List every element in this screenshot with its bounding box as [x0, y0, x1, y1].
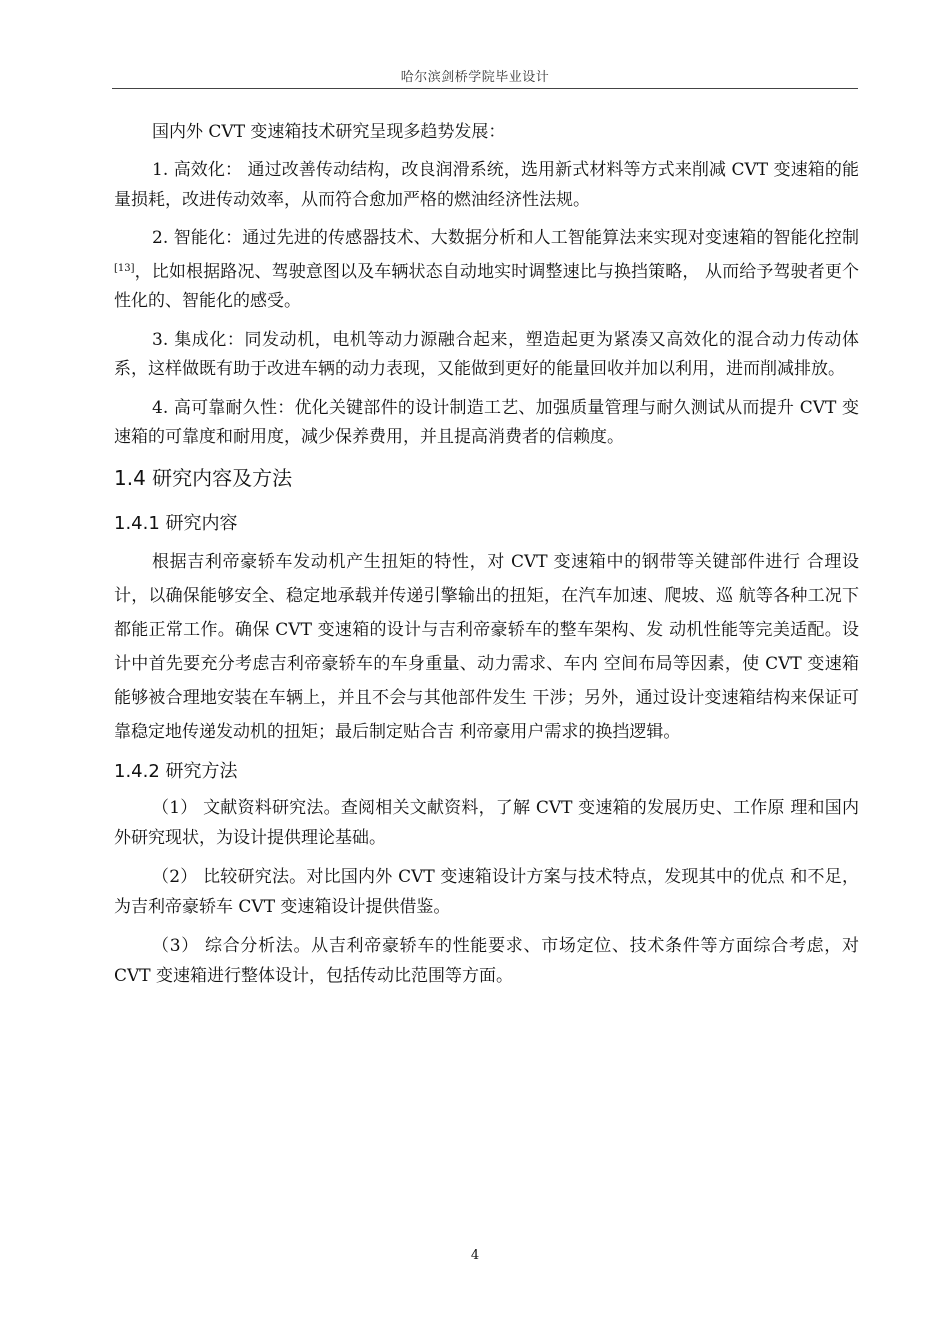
intro-paragraph: 国内外 CVT 变速箱技术研究呈现多趋势发展： [152, 122, 506, 142]
header-divider [112, 88, 858, 89]
section-heading-1-4: 1.4 研究内容及方法 [114, 465, 293, 490]
trend-item-integration: 3. 集成化：同发动机，电机等动力源融合起来，塑造起更为紧凑又高效化的混合动力传动体系，这样做既有助于改进车辆的动力表现，又能做到更好的能量回收并加以利用，进而削减排放。 [114, 329, 859, 379]
page-number: 4 [470, 1248, 480, 1263]
trend-item-reliability: 4. 高可靠耐久性：优化关键部件的设计制造工艺、加强质量管理与耐久测试从而提升 CVT 变速箱的可靠度和耐用度，减少保养费用，并且提高消费者的信赖度。 [114, 397, 859, 447]
trend-item-intelligence [114, 224, 859, 317]
research-content-paragraph: 根据吉利帝豪轿车发动机产生扭矩的特性，对 CVT 变速箱中的钢带等关键部件进行 合理设计，以确保能够安全、稳定地承载并传递引擎输出的扭矩，在汽车加速、爬坡、巡 航等各种工况下都能正常工作。确保 CVT 变速箱的设计与吉利帝豪轿车的整车架构、发 动机性能等完美适配。设计中首先要充分考虑吉利帝豪轿车的车身重量、动力需求、车内 空间布局等因素，使 CVT 变速箱能够被合理地安装在车辆上，并且不会与其他部件发生 干涉；另外，通过设计变速箱结构来保证可靠稳定地传递发动机的扭矩；最后制定贴合吉 利帝豪用户需求的换挡逻辑。 [114, 551, 859, 742]
method-item-analysis: （3） 综合分析法。从吉利帝豪轿车的性能要求、市场定位、技术条件等方面综合考虑，对 CVT 变速箱进行整体设计，包括传动比范围等方面。 [114, 935, 859, 986]
page-header-title: 哈尔滨剑桥学院毕业设计 [400, 70, 550, 85]
citation-13: [13] [114, 262, 135, 274]
trend-item-intelligence-text-a: 2. 智能化：通过先进的传感器技术、大数据分析和人工智能算法来实现对变速箱的智能化控制 [152, 228, 859, 248]
trend-item-efficiency: 1. 高效化： 通过改善传动结构，改良润滑系统，选用新式材料等方式来削减 CVT 变速箱的能量损耗，改进传动效率，从而符合愈加严格的燃油经济性法规。 [114, 160, 859, 210]
section-heading-1-4-2: 1.4.2 研究方法 [114, 760, 238, 782]
method-item-comparison: （2） 比较研究法。对比国内外 CVT 变速箱设计方案与技术特点，发现其中的优点 和不足，为吉利帝豪轿车 CVT 变速箱设计提供借鉴。 [114, 866, 859, 917]
trend-item-intelligence-text-b: ，比如根据路况、驾驶意图以及车辆状态自动地实时调整速比与换挡策略， 从而给予驾驶者更个性化的、智能化的感受。 [114, 261, 859, 311]
method-item-literature: （1） 文献资料研究法。查阅相关文献资料，了解 CVT 变速箱的发展历史、工作原 理和国内外研究现状，为设计提供理论基础。 [114, 797, 859, 848]
page-body [114, 114, 859, 1000]
section-heading-1-4-1: 1.4.1 研究内容 [114, 512, 238, 534]
